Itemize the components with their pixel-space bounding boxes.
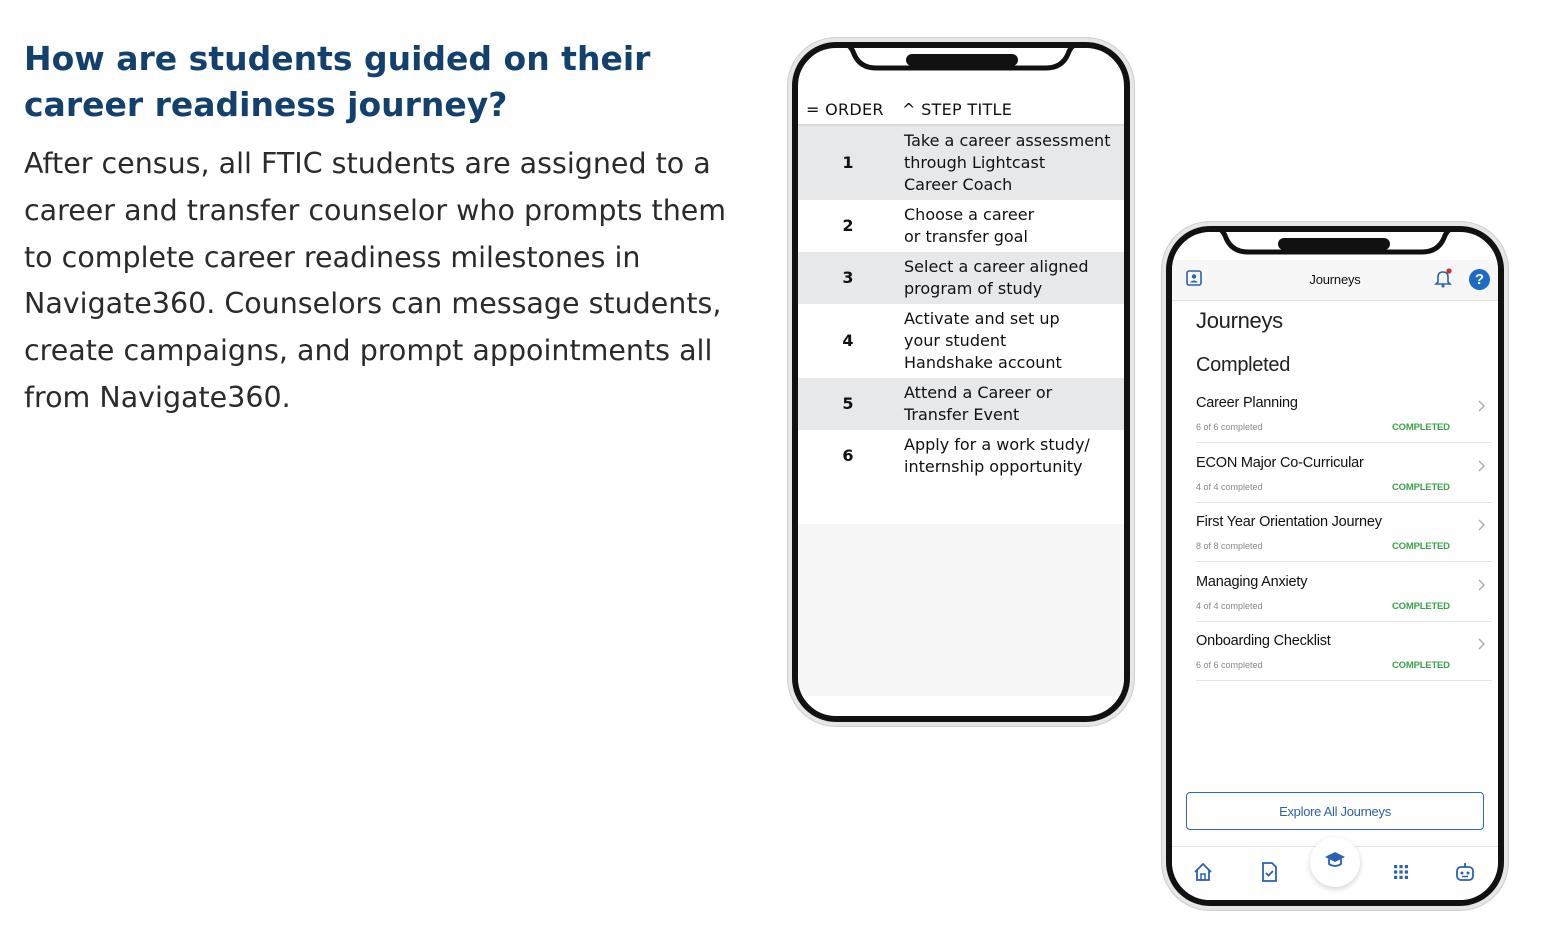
steps-table [798,126,1124,482]
step-title: Choose a career or transfer goal [904,205,1035,246]
checklist-document-icon[interactable] [1258,861,1280,883]
step-order: 3 [842,268,854,287]
chevron-right-icon [1478,579,1486,591]
table-row[interactable] [798,304,1124,378]
notification-bell-icon[interactable] [1434,268,1452,288]
table-row[interactable] [798,252,1124,304]
chevron-right-icon [1478,519,1486,531]
journeys-page-title: Journeys [1196,308,1283,333]
step-title: Apply for a work study/ internship opportunity [904,435,1090,476]
table-row[interactable] [798,430,1124,482]
journey-name: ECON Major Co-Curricular [1196,454,1364,471]
journey-progress: 6 of 6 completed [1196,660,1263,670]
journey-list [1196,384,1492,682]
chatbot-icon[interactable] [1454,861,1476,883]
chevron-right-icon [1478,638,1486,650]
phone-speaker [1278,238,1390,250]
journey-progress: 4 of 4 completed [1196,481,1263,492]
column-header-step-title[interactable]: ^ STEP TITLE [902,100,1013,119]
help-icon[interactable]: ? [1469,269,1490,290]
status-badge: COMPLETED [1392,481,1450,493]
journey-progress: 8 of 8 completed [1196,541,1263,551]
steps-table-header [798,98,1124,126]
app-top-bar [1172,260,1498,301]
step-order: 4 [842,331,854,350]
chevron-right-icon [1478,460,1486,472]
column-header-order[interactable]: = ORDER [806,100,884,119]
completed-section-heading: Completed [1196,354,1291,376]
step-title: Select a career aligned program of study [904,257,1089,298]
step-order: 5 [842,394,854,413]
journey-progress: 6 of 6 completed [1196,422,1263,432]
graduation-cap-icon [1324,849,1346,871]
explore-all-journeys-button[interactable]: Explore All Journeys [1186,792,1484,830]
step-title: Attend a Career or Transfer Event [904,383,1053,424]
journey-name: Career Planning [1196,395,1298,411]
top-bar-title: Journeys [1309,272,1361,287]
steps-phone [792,42,1130,722]
step-order: 2 [842,216,854,235]
steps-empty-area [798,524,1124,696]
home-icon[interactable] [1192,861,1214,883]
journey-progress: 4 of 4 completed [1196,600,1263,611]
journeys-nav-button[interactable] [1310,837,1360,887]
status-badge: COMPLETED [1392,422,1450,433]
journey-list-item[interactable] [1196,503,1492,562]
journey-list-item[interactable] [1196,384,1492,443]
bottom-navigation [1172,846,1498,901]
status-badge: COMPLETED [1392,600,1450,612]
status-badge: COMPLETED [1392,541,1450,552]
chevron-right-icon [1478,400,1486,412]
apps-grid-icon[interactable] [1390,861,1412,883]
journey-name: Onboarding Checklist [1196,633,1331,649]
journey-name: Managing Anxiety [1196,573,1308,590]
phone-speaker [906,54,1018,66]
step-title: Activate and set up your student Handshake account [904,309,1062,372]
journey-list-item[interactable] [1196,622,1492,681]
table-row[interactable] [798,200,1124,252]
body-paragraph: After census, all FTIC students are assigned to a career and transfer counselor who prompts them to complete career readiness milestones in Navigate360. Counselors can message students, create campaigns, and prompt appointments all from Navigate360. [24,147,727,414]
journey-list-item[interactable] [1196,563,1492,622]
page-heading: How are students guided on their career readiness journey? [24,39,651,124]
journeys-phone [1166,226,1504,906]
status-badge: COMPLETED [1392,660,1450,671]
step-title: Take a career assessment through Lightcast Career Coach [904,131,1111,194]
journey-name: First Year Orientation Journey [1196,514,1382,530]
step-order: 6 [842,446,854,465]
table-row[interactable] [798,126,1124,200]
journey-list-item[interactable] [1196,444,1492,503]
table-row[interactable] [798,378,1124,430]
step-order: 1 [842,153,854,172]
